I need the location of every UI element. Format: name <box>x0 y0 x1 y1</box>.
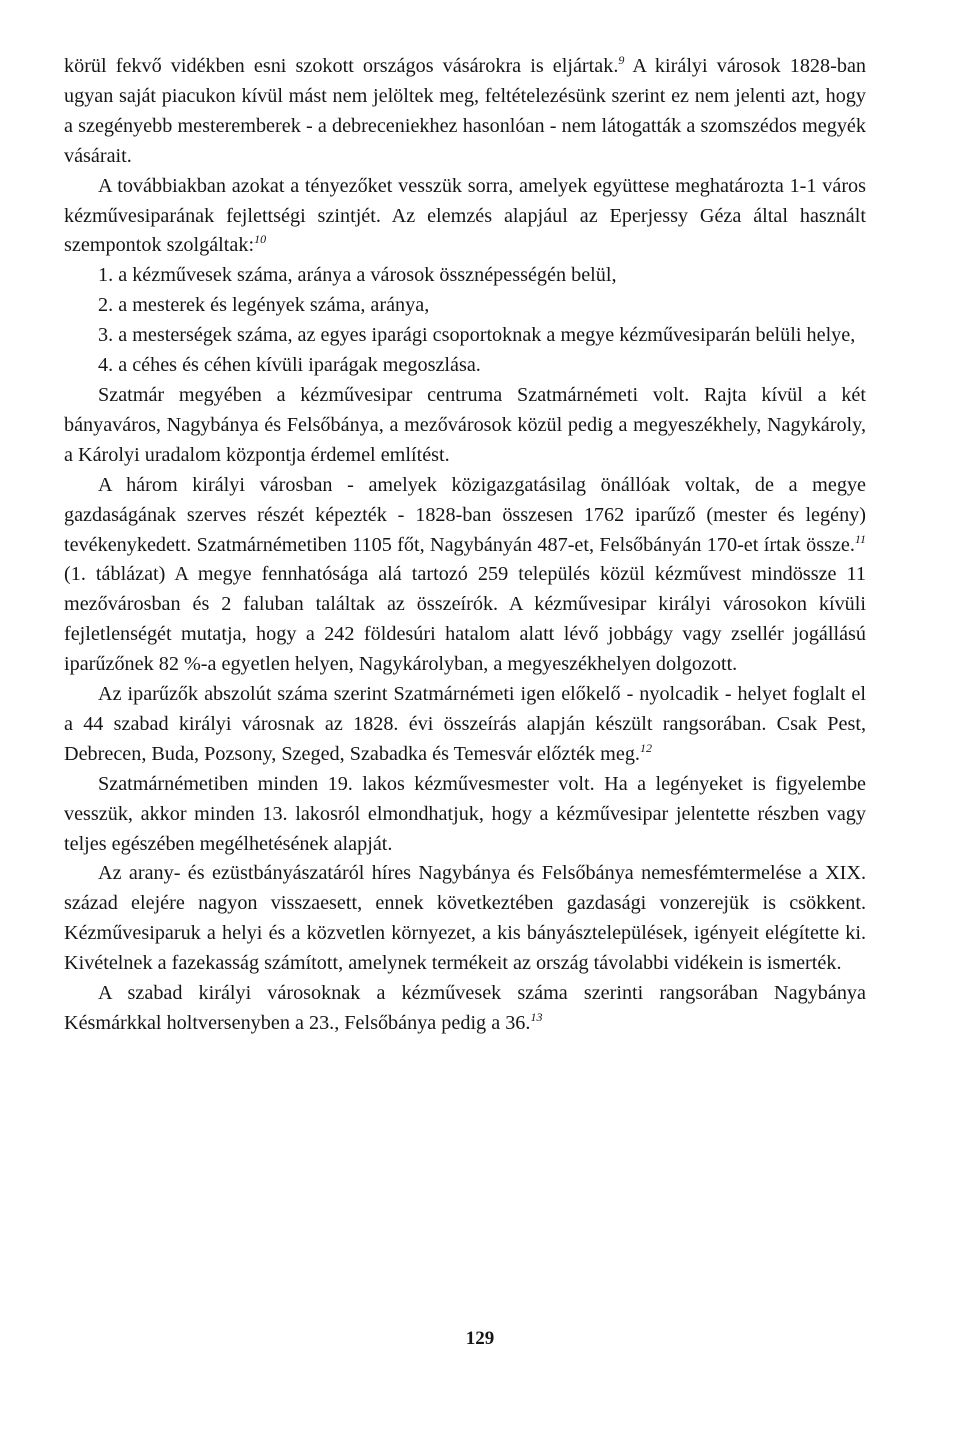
paragraph-8: A szabad királyi városoknak a kézművesek száma szerinti rangsorában Nagybánya Késmárkkal holtversenyben a 23., Felsőbánya pedig a 36.13 <box>64 982 866 1034</box>
list-item: 3. a mesterségek száma, az egyes iparági csoportoknak a megye kézművesiparán belüli helye, <box>98 324 856 347</box>
list-item: 1. a kézművesek száma, aránya a városok össznépességén belül, <box>98 264 617 287</box>
paragraph-5: Az iparűzők abszolút száma szerint Szatmárnémeti igen előkelő - nyolcadik - helyet foglalt el a 44 szabad királyi városnak az 1828. évi összeírás alapján készült rangsorában. Csak Pest, Debrecen, Buda, Pozsony, Szeged, Szabadka és Temesvár előzték meg.$^{12}$ <box>64 683 866 765</box>
list-item: 4. a céhes és céhen kívüli iparágak megoszlása. <box>98 354 481 377</box>
paragraph-7: Az arany- és ezüstbányászatáról híres Nagybánya és Felsőbánya nemesfémtermelése a XIX. század elejére nagyon visszaesett, ennek következtében gazdasági vonzerejük is csökkent. Kézművesiparuk a helyi és a közvetlen környezet, a kis bányásztelepülések, igényeit elégítette ki. Kivételnek a fazekasság számított, amelynek termékeit az ország távolabbi vidékein is ismerték. <box>64 862 866 975</box>
page-number: 129 <box>465 1328 495 1349</box>
list-item: 2. a mesterek és legények száma, aránya, <box>98 294 430 317</box>
footnote-ref: 10 <box>254 232 267 247</box>
footnote-ref: 11 <box>854 531 866 546</box>
footnote-ref: 13 <box>530 1010 543 1024</box>
paragraph-4: A három királyi városban - amelyek közigazgatásilag önállóak voltak, de a megye gazdaságának szerves részét képezték - 1828-ban összesen 1762 iparűző (mester és legény) tevékenykedett. Szatmárnémetiben 1105 főt, Nagybányán 487-et, Felsőbányán 170-et írtak össze.$^{11}$ (1. táblázat) A megye fennhatósága alá tartozó 259 település közül kézművest mindössze 11 mezővárosban és 2 faluban találtak az összeírók. A kézművesipar királyi városokon kívüli fejletlenségét mutatja, hogy a 242 földesúri hatalom alatt lévő jobbágy vagy zsellér jogállású iparűzőnek 82 %-a egyetlen helyen, Nagykárolyban, a megyeszékhelyen dolgozott. <box>64 473 866 676</box>
document-page <box>64 52 866 1039</box>
footnote-ref: 9 <box>618 53 625 67</box>
paragraph-3: Szatmár megyében a kézművesipar centruma Szatmárnémeti volt. Rajta kívül a két bányaváros, Nagybánya és Felsőbánya, a mezővárosok közül pedig a megyeszékhely, Nagykároly, a Károlyi uradalom központja érdemel említést. <box>64 383 866 466</box>
paragraph-6: Szatmárnémetiben minden 19. lakos kézművesmester volt. Ha a legényeket is figyelembe vesszük, akkor minden 13. lakosról elmondhatjuk, hogy a kézművesipar jelentette részben vagy teljes egészében megélhetésének alapját. <box>64 772 866 855</box>
paragraph-1: körül fekvő vidékben esni szokott országos vásárokra is eljártak.$^9$ A királyi városok 1828-ban ugyan saját piacukon kívül mást nem jelöltek meg, feltételezésünk szerint ez nem jelenti azt, hogy a szegényebb mesteremberek - a debreceniekhez hasonlóan - nem látogatták a szomszédos megyék vásárait. <box>64 53 866 167</box>
footnote-ref: 12 <box>639 740 652 755</box>
paragraph-2: A továbbiakban azokat a tényezőket vesszük sorra, amelyek együttese meghatározta 1-1 város kézművesiparának fejlettségi szintjét. Az elemzés alapjául az Eperjessy Géza által használt szempontok szolgáltak:$^{10}$ <box>64 174 866 257</box>
